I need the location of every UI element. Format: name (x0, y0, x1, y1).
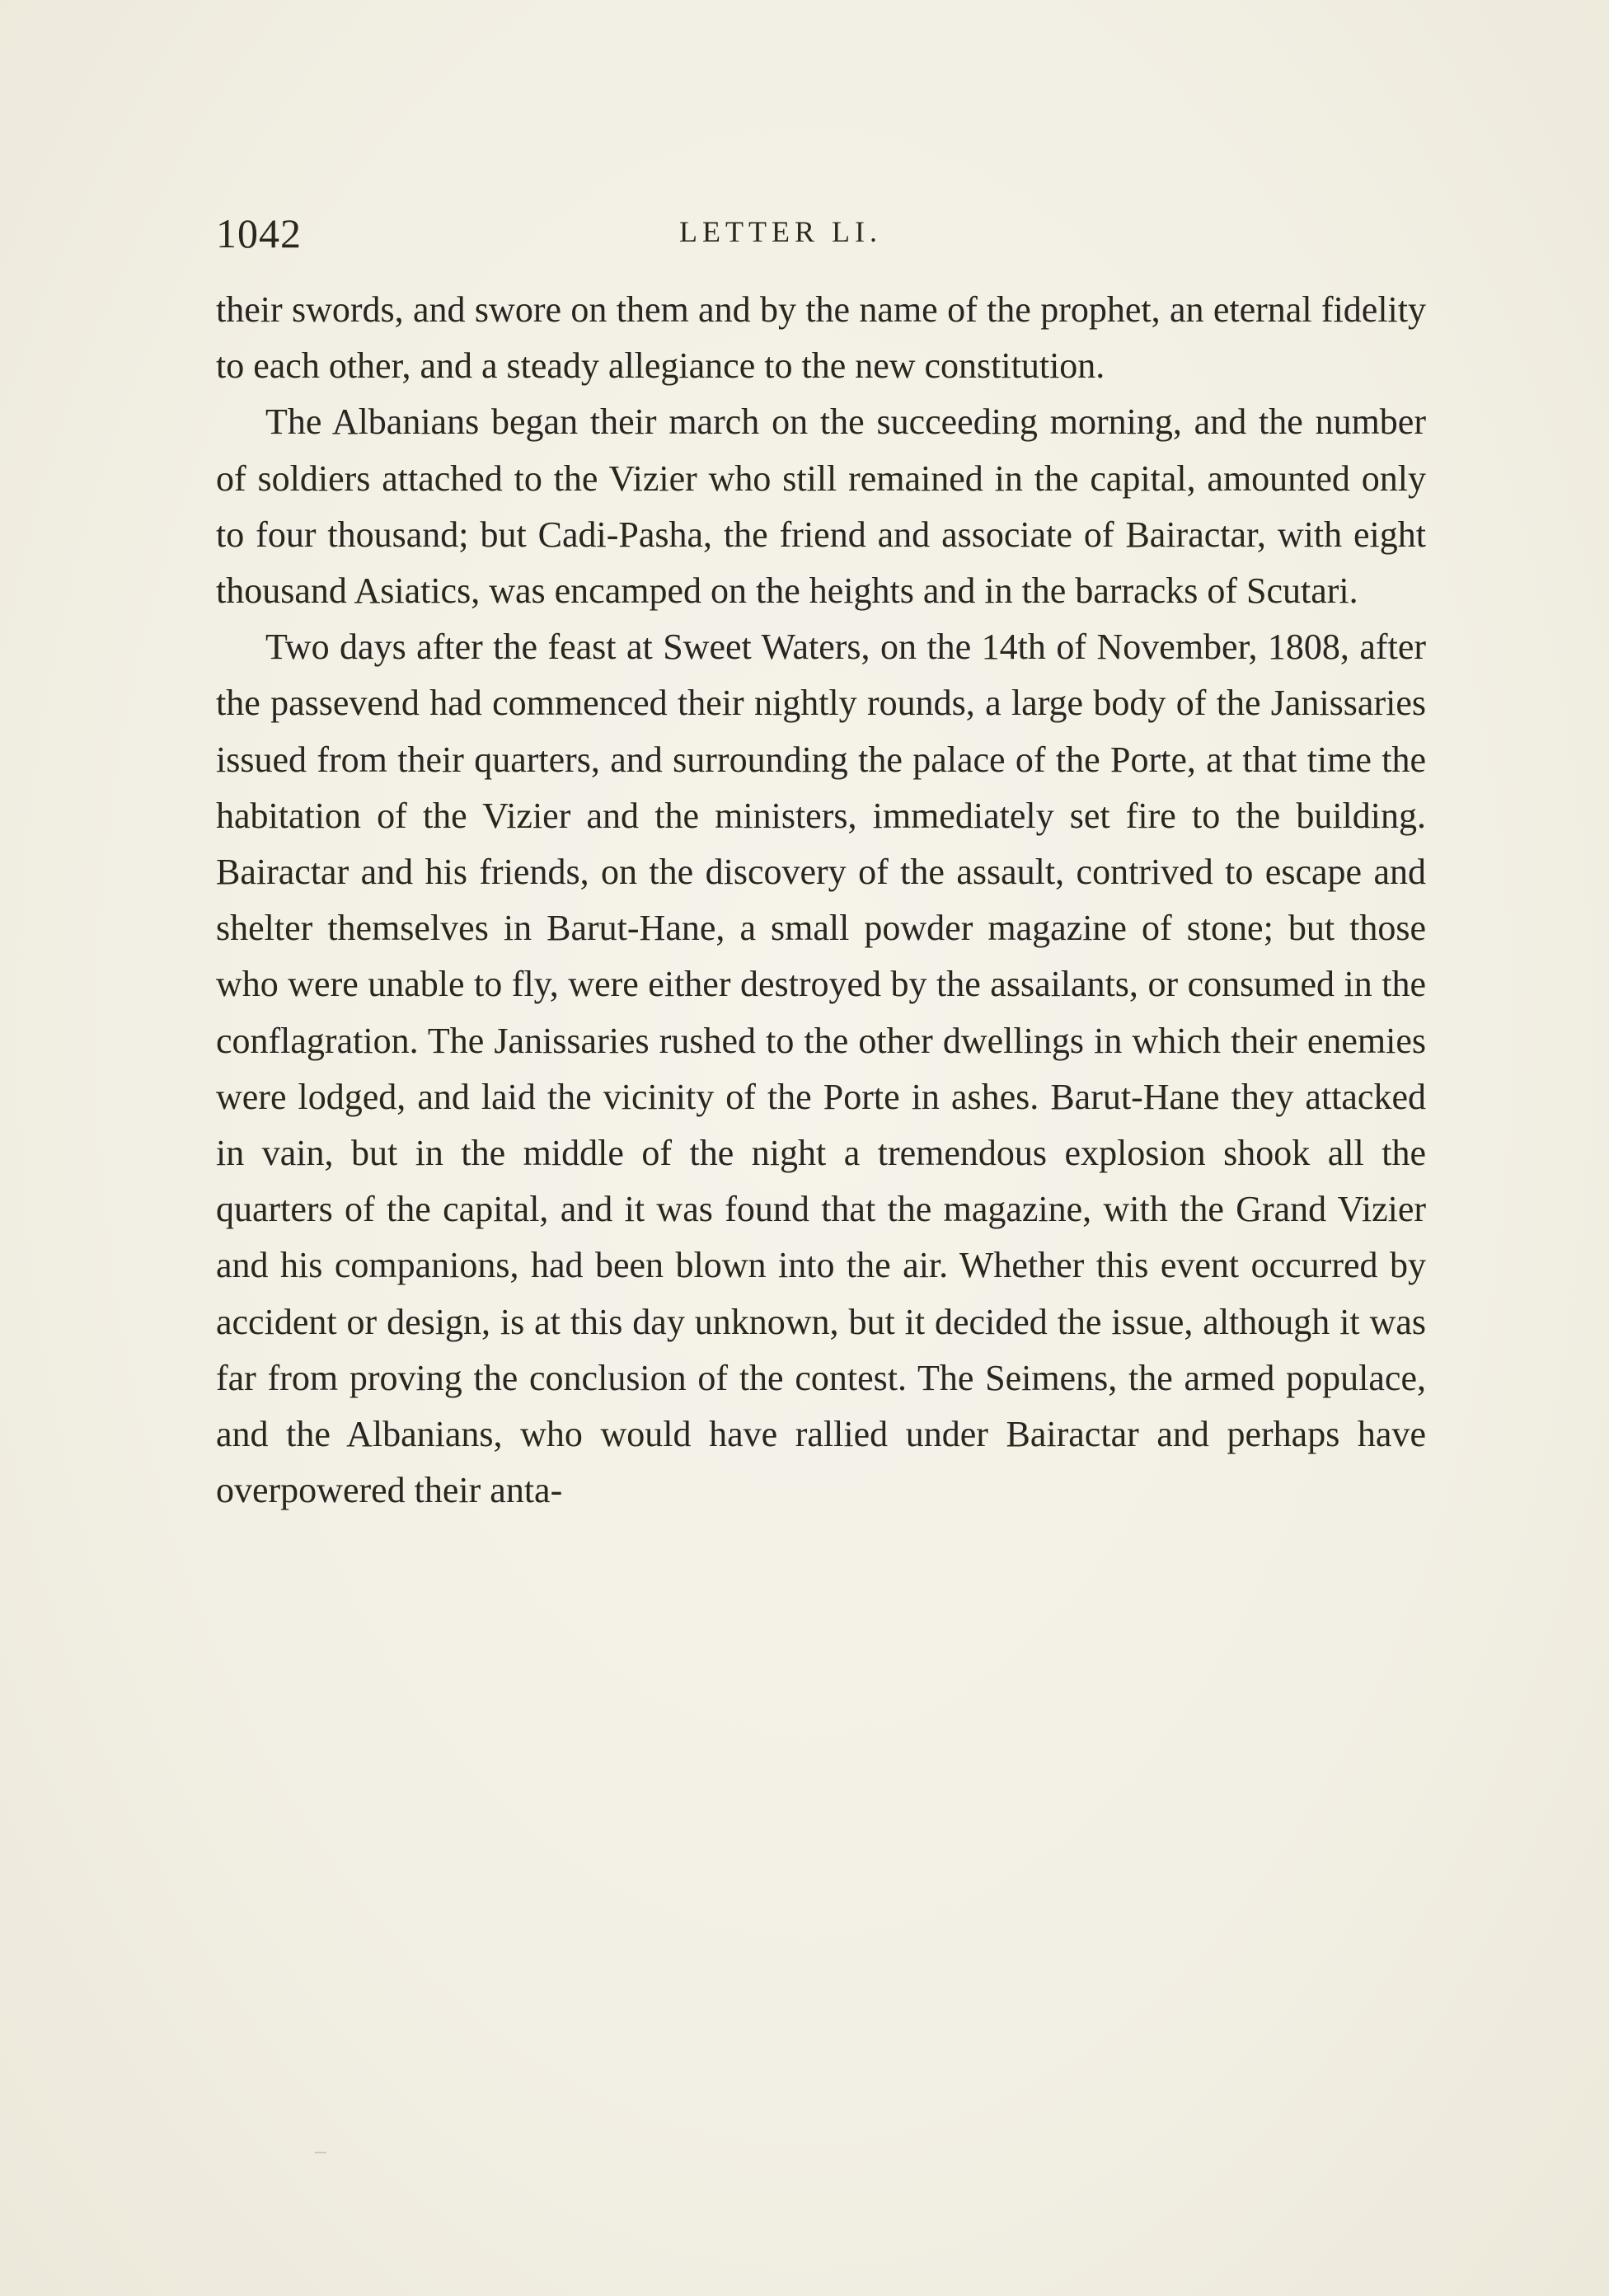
header-title: LETTER LI. (679, 215, 882, 248)
body-text (216, 282, 1426, 1519)
running-head (216, 209, 1426, 259)
page-number: 1042 (216, 210, 302, 256)
margin-mark (315, 2152, 326, 2153)
paragraph-albanians-march: The Albanians began their march on the succeeding morning, and the number of soldiers attached to the Vizier who still remained in the capital, amounted only to four thousand; but Cadi-Pasha, the friend and associate of Bairactar, with eight thousand Asiatics, was encamped on the heights and in the barracks of Scutari. (216, 401, 1426, 612)
paragraph-continuation: their swords, and swore on them and by the name of the prophet, an eternal fidelity to each other, and a steady allegiance to the new constitution. (216, 289, 1426, 387)
paragraph-janissaries-revolt: Two days after the feast at Sweet Waters, on the 14th of November, 1808, after the passevend had commenced their nightly rounds, a large body of the Janissaries issued from their quarters, and surrounding the palace of the Porte, at that time the habitation of the Vizier and the ministers, immediately set fire to the building. Bairactar and his friends, on the discovery of the assault, contrived to escape and shelter themselves in Barut-Hane, a small powder magazine of stone; but those who were unable to fly, were either destroyed by the assailants, or consumed in the conflagration. The Janissaries rushed to the other dwellings in which their enemies were lodged, and laid the vicinity of the Porte in ashes. Barut-Hane they attacked in vain, but in the middle of the night a tremendous explosion shook all the quarters of the capital, and it was found that the magazine, with the Grand Vizier and his companions, had been blown into the air. Whether this event occurred by accident or design, is at this day unknown, but it decided the issue, although it was far from proving the conclusion of the contest. The Seimens, the armed populace, and the Albanians, who would have rallied under Bairactar and perhaps have overpowered their anta- (216, 627, 1426, 1511)
